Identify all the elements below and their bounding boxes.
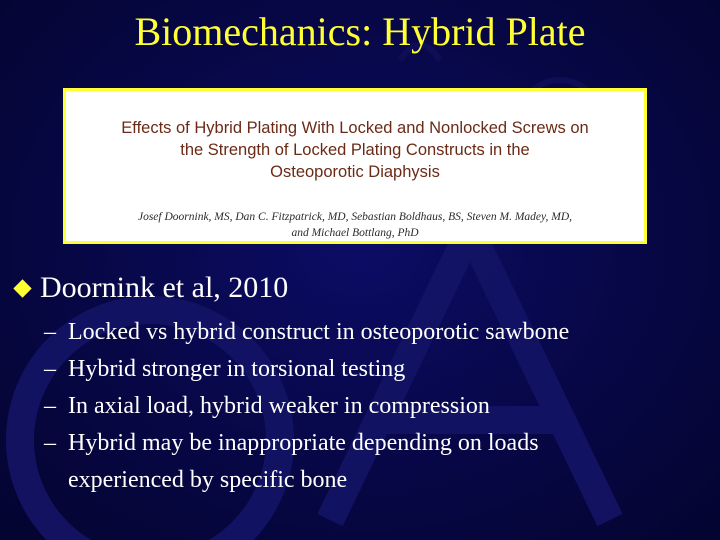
dash-bullet: –: [44, 393, 56, 419]
main-bullet: [14, 268, 288, 308]
sub-bullet-item: [44, 351, 704, 388]
sub-bullet-item: [44, 388, 704, 425]
sub-bullet-text: Locked vs hybrid construct in osteoporotic sawbone: [68, 319, 570, 345]
paper-author-line: and Michael Bottlang, PhD: [291, 227, 419, 239]
paper-authors: [66, 209, 644, 241]
paper-author-line: Josef Doornink, MS, Dan C. Fitzpatrick, MD, Sebastian Boldhaus, BS, Steven M. Madey, MD,: [137, 211, 573, 223]
sub-bullet-list: [44, 314, 704, 499]
sub-bullet-item: [44, 314, 704, 351]
main-bullet-text: Doornink et al, 2010: [40, 271, 289, 304]
slide-title: Biomechanics: Hybrid Plate: [134, 9, 586, 54]
paper-title-line: Osteoporotic Diaphysis: [270, 163, 440, 181]
diamond-bullet-icon: [13, 279, 31, 297]
dash-bullet: –: [44, 356, 56, 382]
sub-bullet-text: Hybrid stronger in torsional testing: [68, 356, 406, 382]
paper-header-image: [63, 88, 647, 244]
sub-bullet-text: Hybrid may be inappropriate depending on loads: [68, 430, 539, 456]
paper-title-line: Effects of Hybrid Plating With Locked and Nonlocked Screws on: [121, 119, 589, 137]
sub-bullet-item: [44, 425, 704, 499]
sub-bullet-text: In axial load, hybrid weaker in compression: [68, 393, 490, 419]
sub-bullet-text-continued: experienced by specific bone: [68, 467, 348, 493]
paper-title-line: the Strength of Locked Plating Constructs in the: [180, 141, 530, 159]
dash-bullet: –: [44, 430, 56, 456]
paper-title: [66, 117, 644, 183]
dash-bullet: –: [44, 319, 56, 345]
